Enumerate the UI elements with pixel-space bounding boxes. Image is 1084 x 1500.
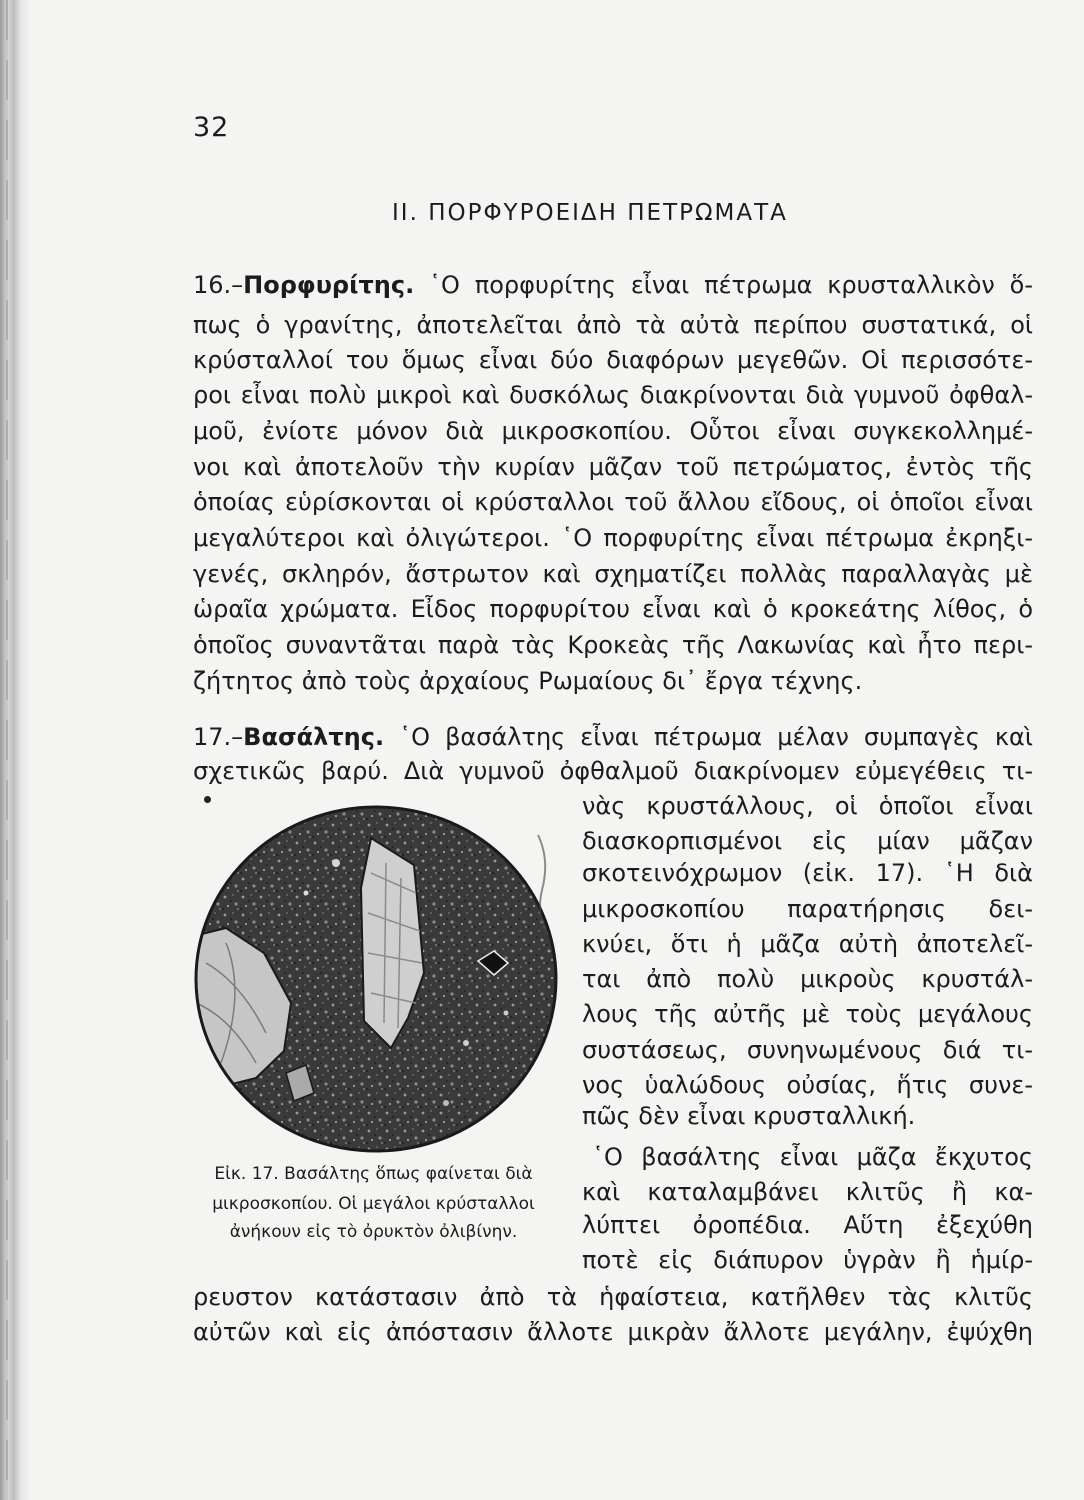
section17-side-line: πῶς δὲν εἶναι κρυσταλλική. [582,1102,916,1130]
section17-para2-line: καὶ καταλαμβάνει κλιτῦς ἢ κα- [582,1178,1033,1206]
section16-line-5: μοῦ, ἐνίοτε μόνον διὰ μικροσκοπίου. Οὗτοι εἶναι συγκεκολλημέ- [193,417,1033,445]
section17-line-1 [193,722,1033,752]
pencil-mark [520,830,560,940]
section17-line-2: σχετικῶς βαρύ. Διὰ γυμνοῦ ὀφθαλμοῦ διακρίνομεν εὐμεγέθεις τι- [193,757,1033,785]
figure-caption-line: μικροσκοπίου. Οἱ μεγάλοι κρύσταλλοι [212,1194,535,1214]
basalt-microscope-figure [186,803,566,1155]
section16-line-10: ὡραῖα χρώματα. Εἶδος πορφυρίτου εἶναι καὶ ὁ κροκεάτης λίθος, ὁ [193,595,1033,623]
section16-line-8: μεγαλύτεροι καὶ ὀλιγώτεροι. ῾Ο πορφυρίτης εἶναι πέτρωμα ἐκρηξι- [193,524,1033,552]
book-binding-edge [0,0,30,1500]
section17-side-line: μικροσκοπίου παρατήρησις δει- [582,895,1033,923]
section16-line-2: πως ὁ γρανίτης, ἀποτελεῖται ἀπὸ τὰ αὐτὰ περίπου συστατικά, οἱ [193,311,1033,339]
chapter-title: II. ΠΟΡΦΥΡΟΕΙΔΗ ΠΕΤΡΩΜΑΤΑ [392,200,788,226]
section17-para2-line: ποτὲ εἰς διάπυρον ὑγρὰν ἢ ἡμίρ- [582,1246,1033,1274]
section17-side-line: ται ἀπὸ πολὺ μικροὺς κρυστάλ- [582,965,1033,993]
section16-line-7: ὁποίας εὑρίσκονται οἱ κρύσταλλοι τοῦ ἄλλου εἴδους, οἱ ὁποῖοι εἶναι [193,488,1033,516]
section17-number: 17.– [193,723,244,751]
section16-line-11: ὁποῖος συναντᾶται παρὰ τὰς Κροκεὰς τῆς Λακωνίας καὶ ἦτο περι- [193,631,1033,659]
section17-para2-line: λύπτει ὀροπέδια. Αὕτη ἐξεχύθη [582,1211,1033,1239]
section16-line-text: ῾Ο πορφυρίτης εἶναι πέτρωμα κρυσταλλικὸν ὅ- [429,271,1033,299]
page-number: 32 [193,112,230,143]
section16-number: 16.– [193,271,244,299]
microscope-field [186,803,566,1155]
section17-side-line: λους τῆς αὐτῆς μὲ τοὺς μεγάλους [582,1000,1033,1028]
section17-para2-line: αὐτῶν καὶ εἰς ἀπόστασιν ἄλλοτε μικρὰν ἄλλοτε μεγάλην, ἐψύχθη [193,1318,1033,1346]
stray-dot [204,796,211,803]
figure-caption-line: Εἰκ. 17. Βασάλτης ὅπως φαίνεται διὰ [214,1164,533,1184]
section17-para2-line: ρευστον κατάστασιν ἀπὸ τὰ ἡφαίστεια, κατῆλθεν τὰς κλιτῦς [193,1283,1033,1311]
section16-heading: Πορφυρίτης. [243,271,415,299]
section17-side-line: νος ὑαλώδους οὐσίας, ἥτις συνε- [582,1071,1033,1099]
section17-side-line: σκοτεινόχρωμον (εἰκ. 17). ῾Η διὰ [582,859,1033,887]
section17-para2-line: ῾Ο βασάλτης εἶναι μᾶζα ἔκχυτος [592,1143,1033,1171]
section17-line-text: ῾Ο βασάλτης εἶναι πέτρωμα μέλαν συμπαγὲς καὶ [399,723,1033,751]
figure-caption-line: ἀνήκουν εἰς τὸ ὀρυκτὸν ὀλιβίνην. [229,1222,518,1242]
section16-line-4: ροι εἶναι πολὺ μικροὶ καὶ δυσκόλως διακρίνονται διὰ γυμνοῦ ὀφθαλ- [193,381,1033,409]
section16-line-1 [193,270,1033,300]
section16-line-9: γενές, σκληρόν, ἄστρωτον καὶ σχηματίζει πολλὰς παραλλαγὰς μὲ [193,560,1033,588]
section17-side-line: νὰς κρυστάλλους, οἱ ὁποῖοι εἶναι [582,792,1033,820]
section16-line-6: νοι καὶ ἀποτελοῦν τὴν κυρίαν μᾶζαν τοῦ πετρώματος, ἐντὸς τῆς [193,453,1033,481]
section16-line-3: κρύσταλλοί του ὅμως εἶναι δύο διαφόρων μεγεθῶν. Οἱ περισσότε- [193,346,1033,374]
section16-line-12: ζήτητος ἀπὸ τοὺς ἀρχαίους Ρωμαίους δι᾿ ἔργα τέχνης. [193,667,863,695]
section17-side-line: συστάσεως, συνηνωμένους διά τι- [582,1036,1033,1064]
section17-side-line: κνύει, ὅτι ἡ μᾶζα αὐτὴ ἀποτελεῖ- [582,930,1033,958]
section17-side-line: διασκορπισμένοι εἰς μίαν μᾶζαν [582,827,1033,855]
section17-heading: Βασάλτης. [243,723,385,751]
